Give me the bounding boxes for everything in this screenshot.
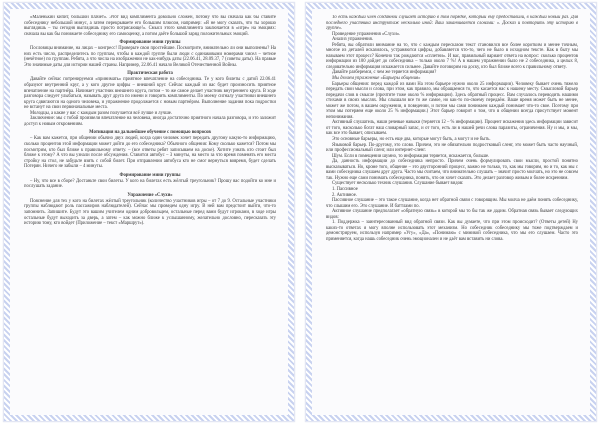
paragraph: То есть каждый член созданной слушает историю в том порядке, который ему предоставили, в каждый новый раз. Для последнего участника инструктаж несколько иной: Ваш заканчивается словами: «. Досказ и повторить эту историю в группе».: [326, 15, 578, 32]
section-heading: Практическая работа: [127, 71, 173, 77]
section-heading: Мотивация на дальнейшее обучение с помощью вопросов: [89, 130, 211, 136]
paragraph: Барьеры общения: перед каждой из вами На этом барьере нужно около 25 информации). Человеку бывает очень тяжело передать свои мысли и слова, при этом, как правило, мы обращаемся то, что касается нас к нашему месту. Смысловой барьер передачи слов в смысле (прочтите тоже около % информации). Здесь обратный процесс. Вам случалось переводить нашими стихами в своих мыслях. Мы слышали все то же самое, но как-то по-своему передаём. Ваше время может быть не менее, может же потом, в вашем окружении, в поведении, и потом мы сами понимаем каждый понимает что-то свое. Поэтому при этом мы потеряем еще около 25 % информации.) Этот барьер говорит о том, что в общении всегда присутствует момент непонимания.: [326, 81, 578, 120]
paragraph: – Ну, что все в сборе? Достаньте свои билеты. У кого на билетах есть жёлтый треугольник? Прошу вас подойти ко мне и послушать задание.: [24, 178, 276, 190]
paragraph: 2. Активное.: [332, 192, 357, 198]
section-heading: Формирование мини группы: [119, 40, 181, 46]
paragraph: Проведение упражнения «Слухи».: [332, 31, 401, 37]
paragraph: Активное слушание предполагает «обратную связь» в которой мы то бы так же дадим. Обратная связь бывает следующих видов:: [326, 209, 578, 220]
paragraph: 1. Пассивное: [332, 186, 358, 192]
paragraph: Давайте разберемся, с чем же теряется информация?: [332, 70, 437, 76]
right-page-text: [326, 15, 578, 411]
paragraph: Ребята, вы обратили внимание на то, что с каждым пересказом текст становился все более коротким и менее точным, многое из деталей исказилось, устраняются цифры, добавляется что-то, чего не было в исходном тексте. Как в быту мы называем этот процесс? Конечно так рождаются «сплетни». И вас, правильный вариант ответа на вопрос: сколько процентов информации из 100 дойдет до собеседника – только около 7 %! А в нашем упражнении было не 2 собеседника, а целых 8, следовательно информация искажается сильнее. Давайте поговорим на доску, кто был ближе всего к правильному ответу.: [326, 42, 578, 70]
paragraph: Да, данность информации до собеседника непросто. Причем очень формулировать свои мысли, простой понятно высказываться. Но, кроме того, общение – это двусторонний процесс, важно не только, то, как мы говорим, но и то, как мы с вами собеседника слушаем друг друга. Часто мы считаем, что внимательно слушать – значит просто молчать, но это не совсем так. Нужно еще сами понимать собеседника, понять, что он хочет сказать. Это делает разговор живым и более искренним.: [326, 159, 578, 181]
paragraph: Давайте сейчас потренируемся «принимать» приятное впечатление на собеседника. Те у кого билеты с датой 22.06.41 образуют внутренний круг, а у кого другие цифры – внешний круг. Сейчас каждый из вас будет произносить приятное впечатление на партнёра. Начинает участник внешнего круга, потом – то же самое делает участник внутреннего круга. В ходе разговора следует улыбаться, называть друг друга по имени и говорить комплименты. По моему сигналу участники внешнего круга сдвигаются на одного человека, и упражнение продолжается с новым партнёром. Выполнение задания пока подростки не встанут на свои первоначальные места.: [24, 77, 276, 111]
paragraph: Языковой барьер. По-другому, это слово. Причем, это не обязательно подростковый сленг, это может быть часто научный, или профессиональный сленг, или интернет-сленг.: [326, 142, 578, 154]
section-heading: Формирование мини группы: [119, 172, 181, 178]
left-page-text: [24, 15, 276, 411]
paragraph: Существует несколько техник слушания. Слушание бывает видов:: [332, 181, 464, 187]
paragraph: Мы делаем упражнение «Барьеры общения»: [332, 76, 421, 82]
paragraph: Пассивное слушание – это такое слушание, когда нет обратной связи с говорящим. Мы молча не даём понять собеседнику, что слышим его. Это слушание. И баттлами по.: [326, 198, 578, 209]
left-page: [3, 2, 295, 422]
paragraph: Активный слушатель, наши речевые навыки (теряется 12 – % информации). Процент искажения здесь информации зависит от того, насколько богат наш словарный запас, и от того, есть ли в нашей речи слова паразиты, ограничения. Ну и мы, и мы, как все это бывает, описываем.: [326, 120, 578, 137]
paragraph: Анализ упражнения.: [332, 37, 373, 43]
paragraph: Это основные барьеры, но есть еще два, которые могут быть, а могут и не быть.: [332, 137, 491, 143]
paragraph: Заключение: мы с тобой произвели впечатление на человека, иногда достаточно приятного начала разговора, и это заложит доступ к новым откровениям.: [24, 116, 276, 127]
paragraph: Молодцы, а какие у вас с каждым разом получается всё лучше и лучше.: [30, 110, 173, 116]
section-heading: Упражнение «Слухи»: [127, 192, 173, 198]
paragraph: 1. Поддержка – заинтересованный вид обратной связи. Как вы думаете, что при этом происходит? (Ответы детей) Ну каких-то ответах я могу вполне использовать этот механизм. Но собеседник собеседнику мы тоже подтверждаем и демонстрируем, используя например «Угу», «Да», «Понимаю» с мимикой собеседника, что мы его слушаем. Часто это применяется, когда нашь собеседник очень эмоционален и не даёт вам вставить ни слова.: [326, 220, 578, 242]
paragraph: – Как вам кажется, при общении обычно двух людей, когда один человек хочет передать другому какую-то информацию, сколько процентов этой информации может дойти до его собеседника? Обычного общения: Кому сколько кажется? Потом мы посмотрим, кто был ближе к правильному ответу. – (все ответы ребят записываем на доске). Хотите узнать кто стоит был ближе к этому? А что вы узнали после обсуждения. Ставится автобус – 3 минуты, на место за что время поменять его места стройку на стол, не забудьте взять с собой билет. При отправлении автобуса кто не смог вернуться вовремя, будет сделать Потерян. Ничего не забыли – 4 минуты.: [24, 136, 276, 170]
paragraph: Шум. Если в помещении шумно, то информация теряется, искажается, больше.: [332, 153, 490, 159]
paragraph: «Маленький кипит, большой плачет». Этот вид комплимента довольно сложен, потому что вы сначала как бы ставите собеседнику небольшой минус, а затем перекрываете его большим плюсом, например: «Я не могу сказать, что ты хорошо выглядишь – ты сегодня выглядишь просто потрясающе!». Смысл этого комплимента заключается в «игре» на эмоциях: сначала вы как бы понижаете собеседнику его самооценку, а потом даёте большой заряд положительных эмоций.: [24, 15, 276, 37]
right-page: [305, 2, 597, 422]
paragraph: Пословицы внимание, на лицах – конгресс! Проверьте свои простейшие. Посмотрите, внимательно ли они выполнены? На них есть число, распределитесь по группам, чтобы в каждой группе были люди с одинаковыми номерами чисел – четное (нечётное) по группам. Ребята, а что числа на изображении не как-нибудь даты (22.06.41, 28.09.37, 7 (советы даты). На правые Это значимые даты для истории нашей страны. Например, 22.06.41 начало Великой Отечественной Войны.: [24, 46, 276, 68]
paragraph: Пояснение для тех у кого на билетах жёлтый треугольник (количество участников игры – от 7 до 9. Остальные участники группы наблюдают роль пассажиров наблюдателей). Сейчас мы проведем одну игру. В ней вам предстоит выйти, что-то запомнить. Запишите. Будут это вашим учителем одним добровольцем, остальные перед вами будут игроками, в ходе игры остальные будут выходить за дверь, а затем – как можно ближе к услышанному, желательно дословно, пересказать эту историю тому, кто войдет (Приложение – текст «Маршрут»).: [24, 198, 276, 227]
